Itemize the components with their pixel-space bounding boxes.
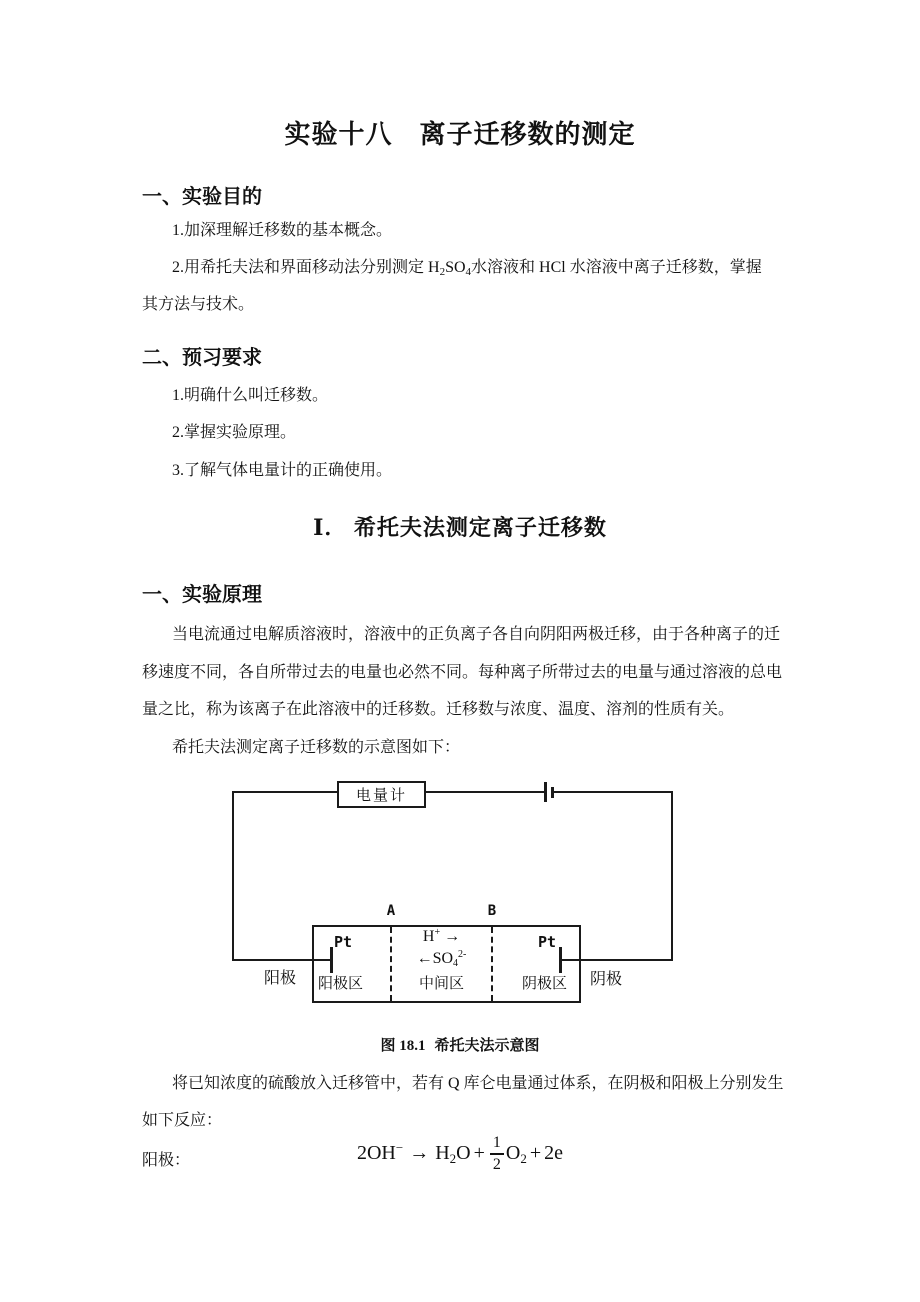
part-title: Ⅰ． 希托夫法测定离子迁移数 (313, 515, 607, 540)
pt-electrode-label-left: Pt (334, 933, 353, 951)
preview-item-3: 3.了解气体电量计的正确使用。 (172, 462, 393, 479)
circuit-wire-top-right (554, 791, 673, 793)
h2so4-subscript: 4 (465, 266, 472, 278)
anode-reaction-equation (0, 1135, 920, 1173)
circuit-wire-bottom-left (232, 959, 332, 961)
circuit-wire-right (671, 791, 673, 961)
reactant: 2OH (356, 1141, 396, 1164)
figure-title: 希托夫法示意图 (434, 1038, 540, 1054)
principle-line-2: 移速度不同，各自所带过去的电量也必然不同。每种离子所带过去的电量与通过溶液的总电 (142, 664, 783, 681)
coulometer-label: 电量计 (355, 788, 407, 804)
fraction-numerator: 1 (490, 1135, 504, 1155)
h-ion-symbol: H (422, 928, 435, 945)
electrode-right (559, 947, 562, 973)
purpose-item-2-text: SO (445, 259, 466, 276)
cathode-region-label: 阴极区 (522, 976, 568, 992)
plus-sign: + (473, 1141, 485, 1164)
anode-label: 阳极 (264, 970, 297, 987)
anode-region-label: 阳极区 (318, 976, 364, 992)
point-a-label: A (386, 903, 396, 919)
water-subscript: 2 (449, 1150, 457, 1166)
circuit-wire-left (232, 791, 234, 961)
electrons: 2e (544, 1141, 564, 1164)
reactant-charge: − (395, 1139, 404, 1155)
electrode-left (330, 947, 333, 973)
preview-item-2: 2.掌握实验原理。 (172, 424, 297, 441)
reaction-formula (356, 1134, 564, 1173)
battery-short-plate-icon (551, 787, 554, 798)
coulometer-box (337, 781, 426, 808)
principle-line-3: 量之比，称为该离子在此溶液中的迁移数。迁移数与浓度、温度、溶剂的性质有关。 (142, 701, 735, 718)
so4-ion-migration-label (392, 949, 491, 969)
middle-region-label: 中间区 (418, 976, 464, 992)
document-title: 实验十八 离子迁移数的测定 (284, 120, 636, 149)
oxygen-subscript: 2 (520, 1150, 527, 1166)
so4-ion-charge: 2- (458, 949, 467, 960)
oxygen: O (505, 1141, 521, 1164)
principle-line-4: 希托夫法测定离子迁移数的示意图如下： (172, 739, 461, 756)
following-line-2: 如下反应： (142, 1112, 223, 1129)
heading-purpose: 一、实验目的 (142, 186, 262, 208)
battery-long-plate-icon (544, 782, 547, 802)
water-h: H (435, 1141, 450, 1164)
figure-number: 图 18.1 (380, 1038, 426, 1054)
cathode-label: 阴极 (590, 971, 623, 988)
one-half-fraction (490, 1135, 504, 1173)
heading-preview: 二、预习要求 (142, 347, 262, 369)
fraction-denominator: 2 (492, 1156, 501, 1173)
purpose-item-2-text: 水溶液和 HCl 水溶液中离子迁移数，掌握 (471, 259, 762, 276)
following-line-1: 将已知浓度的硫酸放入迁移管中，若有 Q 库仑电量通过体系，在阴极和阳极上分别发生 (172, 1075, 784, 1092)
point-b-label: B (487, 903, 497, 919)
purpose-item-2 (172, 254, 762, 278)
circuit-wire-bottom-right (560, 959, 673, 961)
preview-item-1: 1.明确什么叫迁移数。 (172, 387, 329, 404)
anode-reaction-label: 阳极： (142, 1152, 191, 1169)
purpose-item-2-continued: 其方法与技术。 (142, 296, 255, 313)
principle-line-1: 当电流通过电解质溶液时，溶液中的正负离子各自向阴阳两极迁移，由于各种离子的迁 (172, 626, 781, 643)
h-ion-migration-label (392, 927, 491, 946)
h2so4-subscript: 2 (439, 266, 446, 278)
reaction-arrow-icon: → (409, 1141, 430, 1164)
left-arrow-icon: ← (416, 950, 433, 967)
purpose-item-1: 1.加深理解迁移数的基本概念。 (172, 222, 393, 239)
h-ion-charge: + (434, 927, 441, 938)
purpose-item-2-text: 2.用希托夫法和界面移动法分别测定 H (172, 259, 440, 276)
pt-electrode-label-right: Pt (538, 933, 557, 951)
so4-ion-symbol: SO (432, 950, 454, 967)
water-o: O (456, 1141, 471, 1164)
figure-caption (0, 1034, 920, 1055)
so4-ion-subscript: 4 (453, 958, 459, 969)
plus-sign: + (529, 1141, 542, 1164)
divider-b-dashed-line (491, 927, 493, 1001)
heading-principle: 一、实验原理 (142, 584, 262, 606)
right-arrow-icon: → (444, 928, 461, 945)
